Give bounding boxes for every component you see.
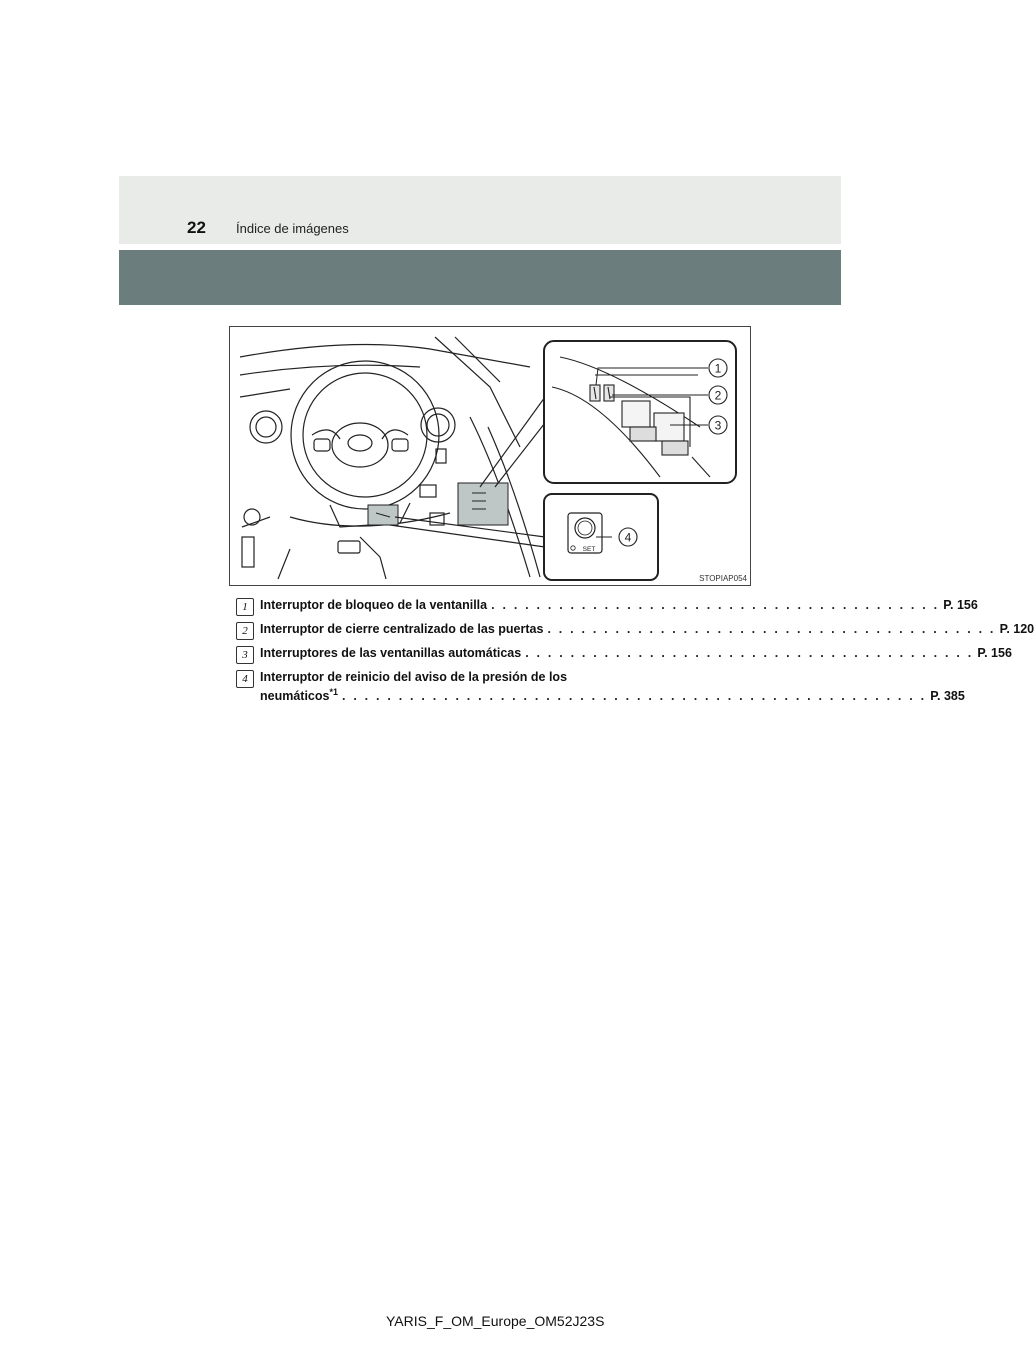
dot-leader: . . . . . . . . . . . . . . . . . . . . . . . . . . . . . . . . . . . . . . . . . . . . . . . . . . . . [341, 689, 927, 704]
list-item [236, 622, 1034, 637]
dashboard-illustration [229, 326, 751, 586]
section-title: Índice de imágenes [236, 221, 349, 236]
item-label-continued: neumáticos$^{*1}$ [260, 687, 338, 704]
dot-leader: . . . . . . . . . . . . . . . . . . . . . . . . . . . . . . . . . . . . . . . . [525, 646, 974, 660]
list-item [236, 670, 965, 704]
item-number-badge: 3 [236, 646, 254, 664]
dot-leader: . . . . . . . . . . . . . . . . . . . . . . . . . . . . . . . . . . . . . . . . [547, 622, 996, 636]
item-list [236, 598, 1034, 704]
header-band [119, 250, 841, 305]
callout-3: 3 [714, 418, 722, 433]
callout-4: 4 [624, 530, 632, 545]
callout-1: 1 [714, 361, 722, 376]
dashboard-drawing [230, 327, 750, 585]
item-label: Interruptor de cierre centralizado de las puertas [260, 622, 544, 636]
item-page-ref: P. 385 [930, 689, 965, 704]
item-label: Interruptores de las ventanillas automáticas [260, 646, 522, 660]
item-page-ref: P. 120 [999, 622, 1034, 636]
set-switch-label: SET [582, 546, 596, 553]
item-label: Interruptor de bloqueo de la ventanilla [260, 598, 488, 612]
item-number-badge: 2 [236, 622, 254, 640]
list-item [236, 598, 978, 613]
item-page-ref: P. 156 [943, 598, 978, 612]
document-code: YARIS_F_OM_Europe_OM52J23S [386, 1313, 605, 1329]
item-label: Interruptor de reinicio del aviso de la presión de los [260, 670, 568, 684]
figure-code: STOPIAP054 [699, 574, 747, 583]
item-number-badge: 1 [236, 598, 254, 616]
item-page-ref: P. 156 [977, 646, 1012, 660]
page-number: 22 [187, 218, 206, 237]
list-item [236, 646, 1012, 661]
item-number-badge: 4 [236, 670, 254, 688]
footnote-marker: *1 [329, 687, 338, 697]
callout-2: 2 [714, 388, 722, 403]
dot-leader: . . . . . . . . . . . . . . . . . . . . . . . . . . . . . . . . . . . . . . . . [491, 598, 940, 612]
header-bar [119, 176, 841, 244]
